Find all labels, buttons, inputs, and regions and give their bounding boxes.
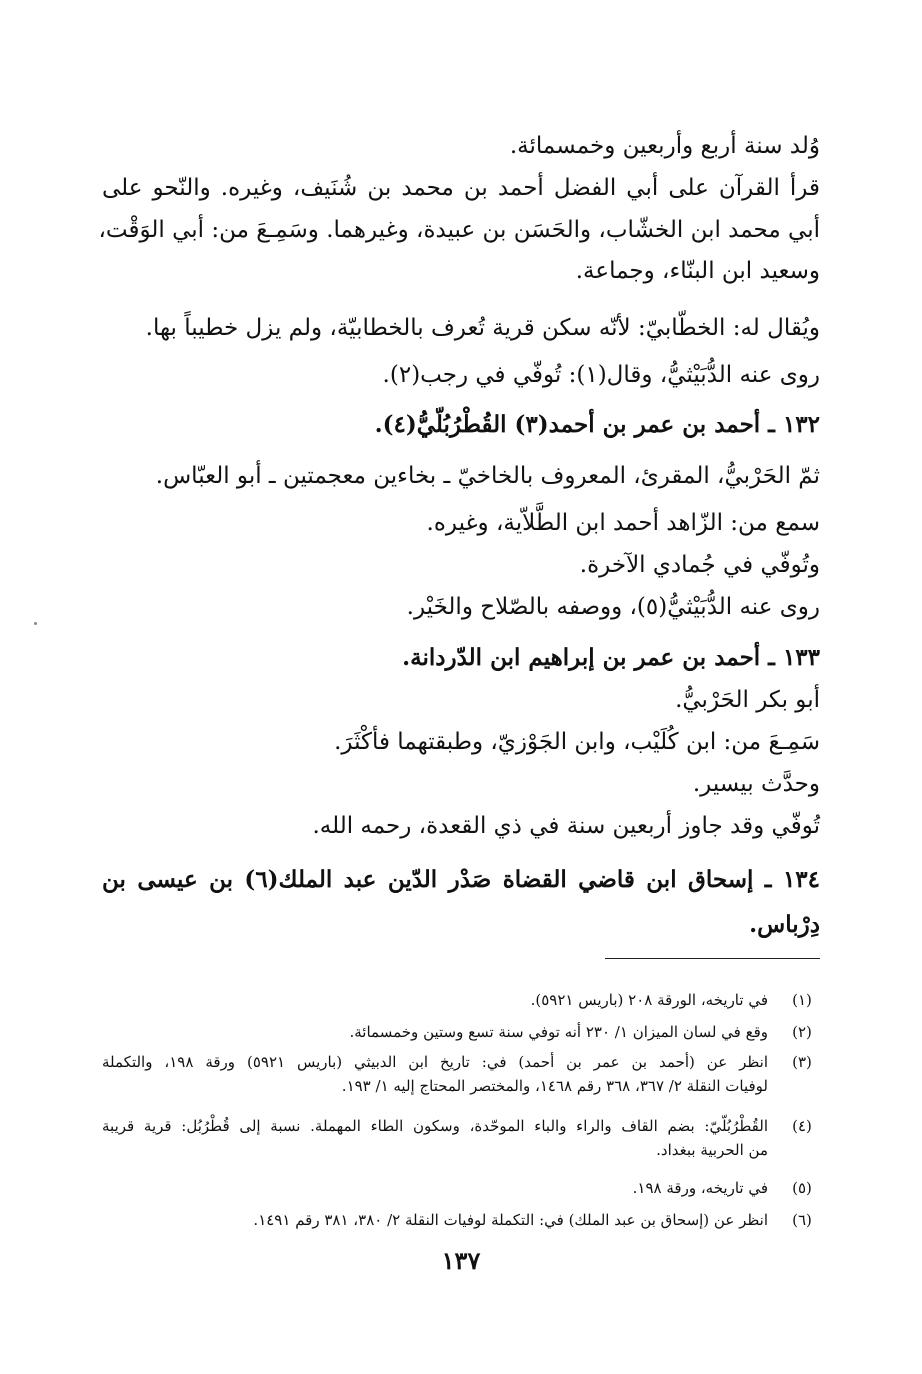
entry-heading-134-cont: دِرْباس. (749, 911, 820, 938)
body-line: أبو بكر الحَرْبيُّ. (675, 687, 820, 713)
body-line: روى عنه الدُّبَيْثيُّ(٥)، ووصفه بالصّلاح والخَيْر. (406, 594, 820, 620)
body-line: ويُقال له: الخطّابيّ: لأنّه سكن قرية تُعرف بالخطابيّة، ولم يزل خطيباً بها. (145, 315, 820, 341)
footnote-number: (٥) (792, 1179, 812, 1197)
entry-heading-132: ١٣٢ ـ أحمد بن عمر بن أحمد(٣) القُطْرُبُلّيُّ(٤). (374, 411, 820, 438)
footnote-number: (٣) (792, 1053, 812, 1071)
entry-heading-133: ١٣٣ ـ أحمد بن عمر بن إبراهيم ابن الدّردانة. (402, 644, 820, 671)
footnote-text: وقع في لسان الميزان ١/ ٢٣٠ أنه توفي سنة تسع وستين وخمسمائة. (349, 1023, 768, 1041)
footnote-text: انظر عن (إسحاق بن عبد الملك) في: التكملة لوفيات النقلة ٢/ ٣٨٠، ٣٨١ رقم ١٤٩١. (253, 1211, 768, 1229)
body-line: وتُوفّي في جُمادي الآخرة. (579, 552, 820, 578)
footnote-text: في تاريخه، ورقة ١٩٨. (632, 1179, 768, 1197)
body-line: أبي محمد ابن الخشّاب، والحَسَن بن عبيدة، وغيرهما. وسَمِـعَ من: أبي الوَقْت، (98, 217, 820, 243)
body-line: سمع من: الزّاهد أحمد ابن الطَّلاّية، وغيره. (426, 510, 820, 536)
body-line: سَمِـعَ من: ابن كُلَيْب، وابن الجَوْزيّ، وطبقتهما فأكْثَرَ. (334, 729, 820, 755)
footnote-text: في تاريخه، الورقة ٢٠٨ (باريس ٥٩٢١). (530, 991, 768, 1009)
footnote-separator (605, 958, 820, 959)
page-number: ١٣٧ (441, 1246, 481, 1275)
footnote-text-continued: من الحربية ببغداد. (656, 1141, 768, 1159)
body-line: وسعيد ابن البنّاء، وجماعة. (575, 258, 820, 284)
footnote-number: (٦) (792, 1211, 812, 1229)
footnote-number: (١) (792, 991, 812, 1009)
body-line: وحدَّث بيسير. (692, 771, 820, 797)
footnote-number: (٤) (792, 1117, 812, 1135)
body-line: روى عنه الدُّبَيْثيُّ، وقال(١): تُوفّي في رجب(٢). (382, 362, 820, 388)
entry-heading-134: ١٣٤ ـ إسحاق ابن قاضي القضاة صَدْر الدّين عبد الملك(٦) بن عيسى بن (102, 866, 821, 893)
footnote-text: انظر عن (أحمد بن عمر بن أحمد) في: تاريخ ابن الدبيثي (باريس ٥٩٢١) ورقة ١٩٨، والتكملة (102, 1053, 768, 1071)
footnote-text: القُطْرُبُلّيّ: بضم القاف والراء والباء الموحّدة، وسكون الطاء المهملة. نسبة إلى قُطْرُبُل: قرية قريبة (102, 1117, 768, 1135)
body-line: قرأ القرآن على أبي الفضل أحمد بن محمد بن شُنَيف، وغيره. والنّحو على (102, 175, 820, 201)
body-line: ثمّ الحَرْبيُّ، المقرئ، المعروف بالخاخيّ ـ بخاءين معجمتين ـ أبو العبّاس. (155, 463, 820, 489)
footnote-number: (٢) (792, 1023, 812, 1041)
footnote-text-continued: لوفيات النقلة ٢/ ٣٦٧، ٣٦٨ رقم ١٤٦٨، والمختصر المحتاج إليه ١/ ١٩٣. (341, 1077, 768, 1095)
body-line: وُلد سنة أربع وأربعين وخمسمائة. (509, 133, 820, 159)
scan-speck (34, 622, 37, 625)
body-line: تُوفّي وقد جاوز أربعين سنة في ذي القعدة، رحمه الله. (312, 813, 820, 839)
